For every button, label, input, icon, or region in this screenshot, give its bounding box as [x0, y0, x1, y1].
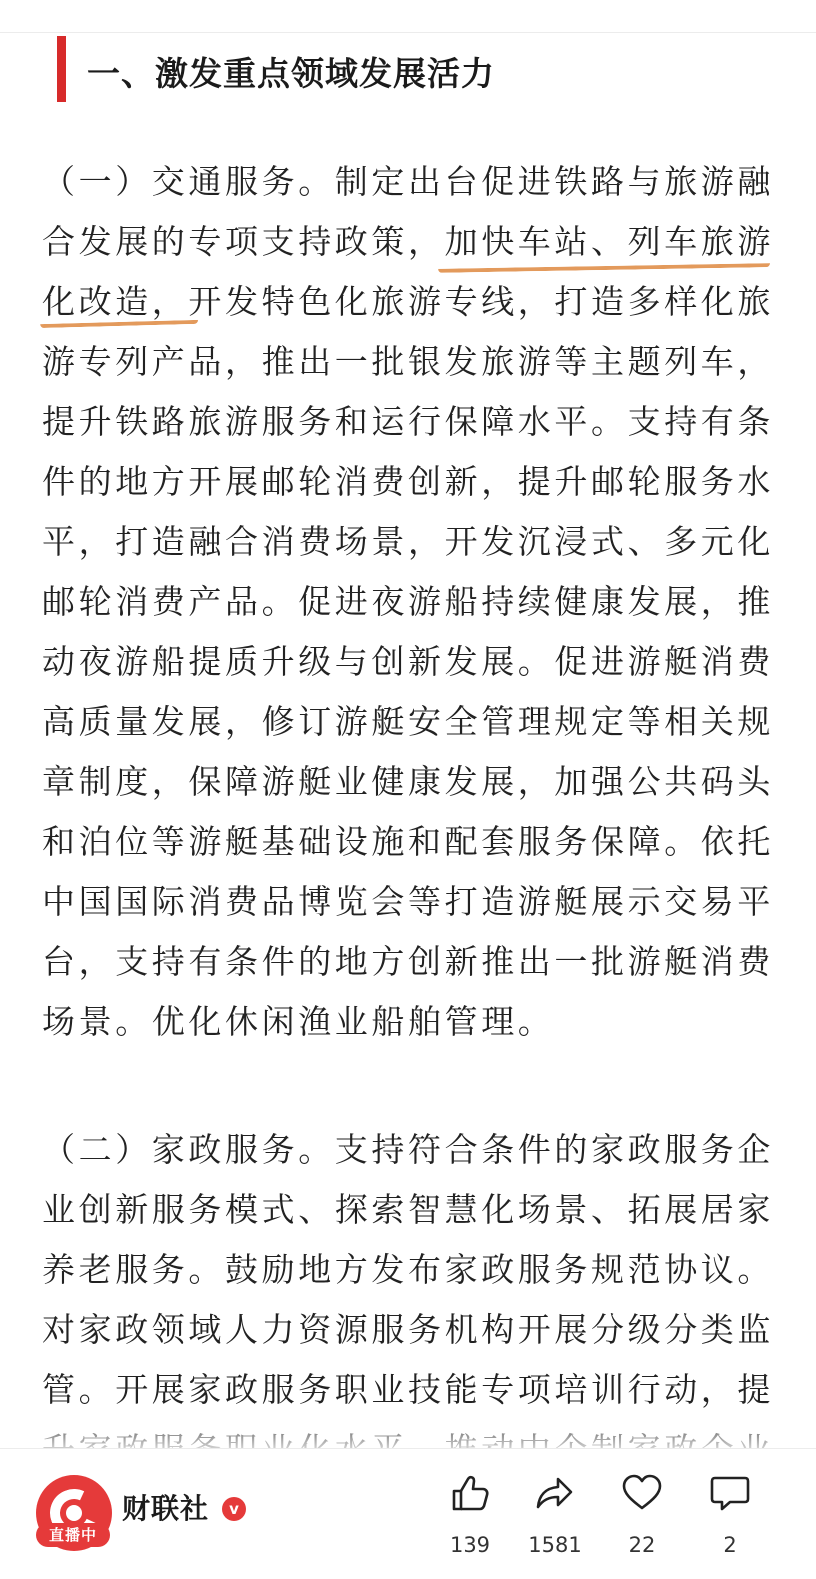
article-line: 高质量发展，修订游艇安全管理规定等相关规	[42, 702, 774, 741]
heading-title: 一、激发重点领域发展活力	[87, 54, 495, 93]
bottom-action-bar	[0, 1448, 816, 1579]
article-line: 台，支持有条件的地方创新推出一批游艇消费	[42, 942, 774, 981]
like-count: 139	[449, 1533, 491, 1557]
article-line: 场景。优化休闲渔业船舶管理。	[42, 1002, 555, 1041]
heading-accent-bar	[57, 36, 66, 102]
article-line: 对家政领域人力资源服务机构开展分级分类监	[42, 1310, 774, 1349]
live-badge[interactable]: 直播中	[36, 1523, 110, 1547]
article-line: 提升铁路旅游服务和运行保障水平。支持有条	[42, 402, 774, 441]
comment-bubble-icon	[708, 1471, 752, 1515]
account-name[interactable]: 财联社	[122, 1492, 210, 1525]
comment-count: 2	[723, 1533, 737, 1557]
heart-icon	[620, 1471, 664, 1515]
article-line: 中国国际消费品博览会等打造游艇展示交易平	[42, 882, 774, 921]
logo-dot-icon	[66, 1505, 82, 1521]
comment-button[interactable]	[690, 1471, 770, 1557]
article-line: 平，打造融合消费场景，开发沉浸式、多元化	[42, 522, 774, 561]
article-line: 合发展的专项支持政策，加快车站、列车旅游	[42, 222, 774, 261]
article-line: 章制度，保障游艇业健康发展，加强公共码头	[42, 762, 774, 801]
top-divider	[0, 32, 816, 33]
article-line: 业创新服务模式、探索智慧化场景、拓展居家	[42, 1190, 774, 1229]
article-line: 和泊位等游艇基础设施和配套服务保障。依托	[42, 822, 774, 861]
like-button[interactable]	[430, 1471, 510, 1557]
share-button[interactable]	[515, 1471, 595, 1557]
favorite-count: 22	[628, 1533, 656, 1557]
verified-badge-icon: v	[222, 1497, 246, 1521]
article-line: 养老服务。鼓励地方发布家政服务规范协议。	[42, 1250, 774, 1289]
article-line: 化改造，开发特色化旅游专线，打造多样化旅	[42, 282, 774, 321]
share-arrow-icon	[533, 1471, 577, 1515]
article-line: 游专列产品，推出一批银发旅游等主题列车，	[42, 342, 774, 381]
favorite-button[interactable]	[602, 1471, 682, 1557]
thumbs-up-icon	[448, 1471, 492, 1515]
article-line: 邮轮消费产品。促进夜游船持续健康发展，推	[42, 582, 774, 621]
article-line: 动夜游船提质升级与创新发展。促进游艇消费	[42, 642, 774, 681]
article-line: （二）家政服务。支持符合条件的家政服务企	[42, 1130, 774, 1169]
article-line: 管。开展家政服务职业技能专项培训行动，提	[42, 1370, 774, 1409]
article-line: 件的地方开展邮轮消费创新，提升邮轮服务水	[42, 462, 774, 501]
share-count: 1581	[528, 1533, 582, 1557]
article-line: （一）交通服务。制定出台促进铁路与旅游融	[42, 162, 774, 201]
